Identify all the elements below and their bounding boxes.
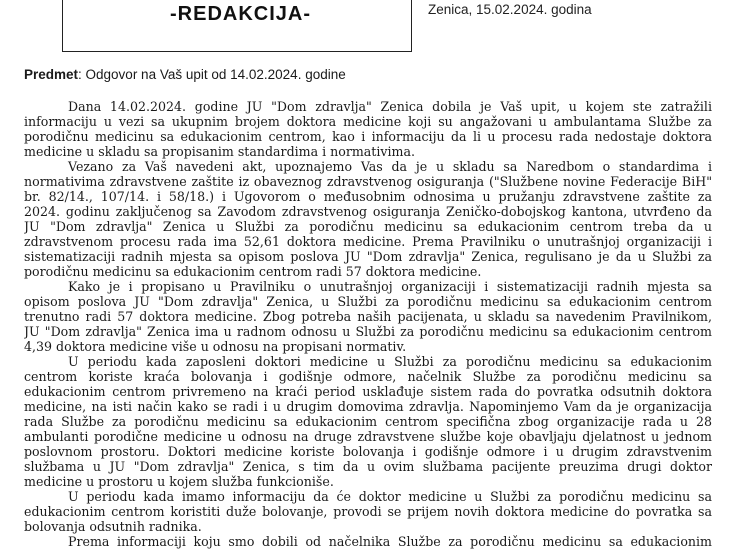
paragraph-3 <box>24 279 712 354</box>
text-line: 4,39 doktora medicine više u odnosu na propisani normativ. <box>24 339 407 354</box>
text-line: medicine u prostoru u kojem služba funkcioniše. <box>24 474 334 489</box>
paragraph-6 <box>24 534 712 549</box>
paragraph-4 <box>24 354 712 489</box>
text-line: medicine, na isti način kako se radi i u drugim domovima zdravlja. Napominjemo Vam da je organizacija <box>24 399 712 414</box>
text-line: poslovnom prostoru. Doktori medicine koriste bolovanja i godišnje odmore i u drugim zdravstvenim <box>24 444 712 459</box>
text-line: Vezano za Vaš navedeni akt, upoznajemo Vas da je u skladu sa Naredbom o standardima i <box>68 159 712 174</box>
text-line: Dana 14.02.2024. godine JU "Dom zdravlja" Zenica dobila je Vaš upit, u kojem ste zatražili <box>68 99 712 114</box>
text-line: informaciju u vezi sa ukupnim brojem doktora medicine koji su angažovani u ambulantama Službe za <box>24 114 712 129</box>
text-line: zdravstvenom procesu rada ima 52,61 doktora medicine. Prema Pravilniku o unutrašnjoj organizaciji i <box>24 234 712 249</box>
text-line: medicine u skladu sa propisanim standardima i normativima. <box>24 144 415 159</box>
text-line: U periodu kada imamo informaciju da će doktor medicine u Službi za porodičnu medicinu sa <box>68 489 712 504</box>
text-line: porodičnu medicinu sa edukacionim centrom, kao i informaciju da li u procesu rada nedostaje doktora <box>24 129 712 144</box>
subject-label: Predmet <box>24 67 79 82</box>
letter-body <box>24 99 712 549</box>
text-line: ambulanti porodične medicine u odnosu na druge zdravstvene službe koje obavljaju djelatnost u jednom <box>24 429 712 444</box>
text-line: br. 82/14., 107/14. i 58/18.) i Ugovorom o međusobnim odnosima u pružanju zdravstvene zaštite za <box>24 189 712 204</box>
text-line: porodičnu medicinu sa edukacionim centrom radi 57 doktora medicine. <box>24 264 482 279</box>
text-line: 2024. godinu zaključenog sa Zavodom zdravstvenog osiguranja Zeničko-dobojskog kantona, utvrđeno da <box>24 204 712 219</box>
text-line: normativima zdravstvene zaštite iz obaveznog zdravstvenog osiguranja ("Službene novine Federacije BiH" <box>24 174 712 189</box>
text-line: edukacionim centrom koristiti duže bolovanje, provodi se prijem novih doktora medicine do povratka sa <box>24 504 712 519</box>
paragraph-5 <box>24 489 712 534</box>
subject-line <box>24 67 346 82</box>
paragraph-1 <box>24 99 712 159</box>
text-line: sistematizaciji radnih mjesta sa opisom poslova JU "Dom zdravlja" Zenica, regulisano je da u Službi za <box>24 249 712 264</box>
text-line: Prema informaciji koju smo dobili od načelnika Službe za porodičnu medicinu sa edukacionim <box>68 534 712 549</box>
text-line: opisom poslova JU "Dom zdravlja" Zenica, u Službi za porodičnu medicinu sa edukacionim centrom <box>24 294 712 309</box>
text-line: rada Službe za porodičnu medicinu sa edukacionim centrom specifična zbog organizacije rada u 28 <box>24 414 712 429</box>
document-date: Zenica, 15.02.2024. godina <box>428 2 592 17</box>
text-line: bolovanja odsutnih radnika. <box>24 519 202 534</box>
subject-text: : Odgovor na Vaš upit od 14.02.2024. godine <box>78 67 346 82</box>
text-line: centrom koriste kraća bolovanja i godišnje odmore, načelnik Službe za porodičnu medicinu sa <box>24 369 712 384</box>
text-line: trenutno radi 57 doktora medicine. Zbog potreba naših pacijenata, u skladu sa navedenim Pravilnikom, <box>24 309 712 324</box>
paragraph-2 <box>24 159 712 279</box>
text-line: JU "Dom zdravlja" Zenica ima u radnom odnosu u Službi za porodičnu medicinu sa edukacionim centrom <box>24 324 712 339</box>
text-line: U periodu kada zaposleni doktori medicine u Službi za porodičnu medicinu sa edukacionim <box>68 354 712 369</box>
text-line: edukacionim centrom privremeno na kraći period usklađuje sistem rada do povratka odsutnih doktora <box>24 384 712 399</box>
letterhead-title: -REDAKCIJA- <box>170 3 311 25</box>
text-line: JU "Dom zdravlja" Zenica u Službi za porodičnu medicinu sa edukacionim centrom treba da u <box>24 219 712 234</box>
text-line: Kako je i propisano u Pravilniku o unutrašnjoj organizaciji i sistematizaciji radnih mjesta sa <box>68 279 712 294</box>
text-line: službama u JU "Dom zdravlja" Zenica, s tim da u ovim službama pacijente preuzima drugi doktor <box>24 459 712 474</box>
